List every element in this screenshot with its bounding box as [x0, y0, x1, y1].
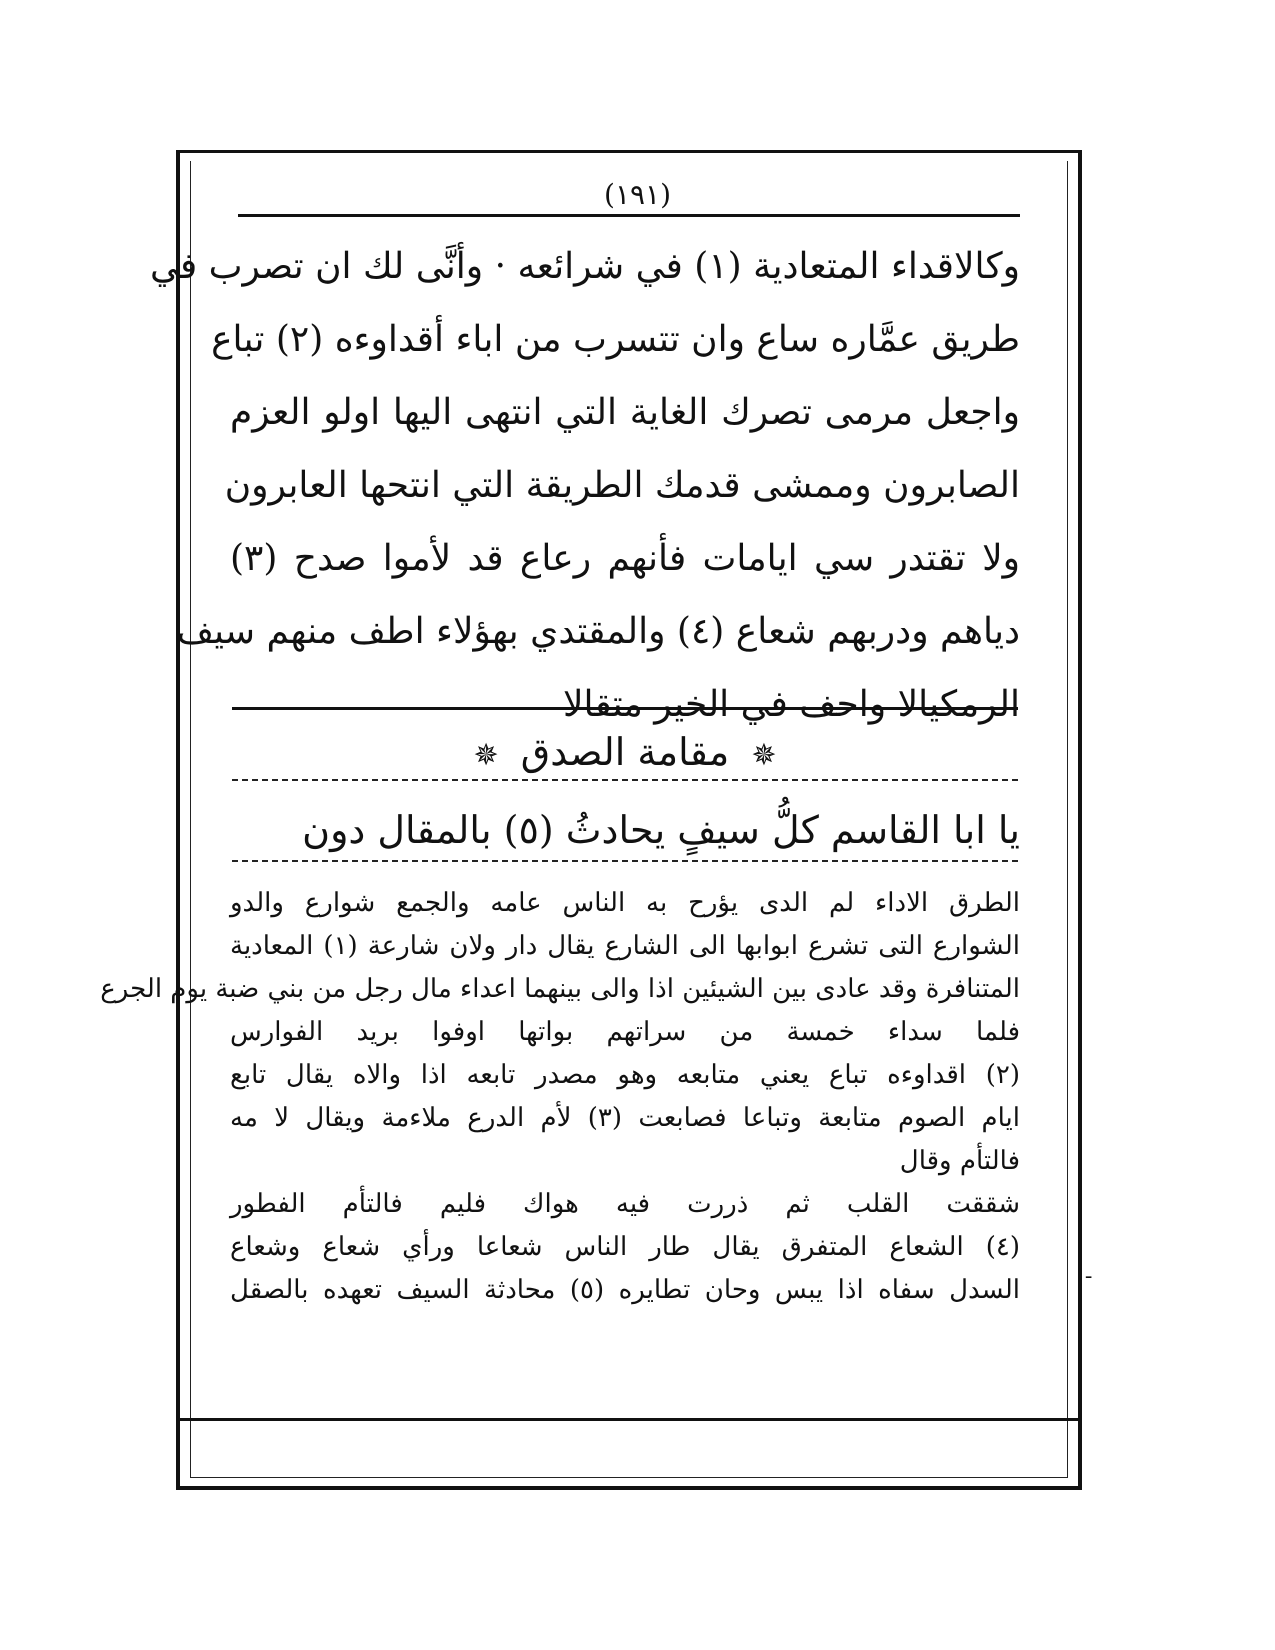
footnote-line: فالتأم وقال	[899, 1146, 1020, 1176]
top-rule	[188, 150, 1073, 153]
footnote-line: شققت القلب ثم ذررت فيه هواك فليم فالتأم الفطور	[230, 1189, 1020, 1219]
header-rule	[238, 214, 1020, 217]
footnote-line: السدل سفاه اذا يبس وحان تطايره (٥) محادثة السيف تعهده بالصقل	[230, 1275, 1020, 1305]
footnote-line: فلما سداء خمسة من سراتهم بواتها اوفوا بريد الفوارس	[230, 1017, 1020, 1047]
verse-bottom-rule	[232, 860, 1018, 862]
footnote-line: ايام الصوم متابعة وتباعا فصابعت (٣) لأم الدرع ملاءمة ويقال لا مه	[230, 1103, 1020, 1133]
footnote-line: (٤) الشعاع المتفرق يقال طار الناس شعاعا ورأي شعاع وشعاع	[230, 1232, 1020, 1262]
footnote-line: (٢) اقداوءه تباع يعني متابعه وهو مصدر تابعه اذا والاه يقال تابع	[230, 1060, 1020, 1090]
main-text-line: طريق عمَّاره ساع وان تتسرب من اباء أقداوءه (٢) تباع	[211, 319, 1020, 360]
section-heading-row	[230, 722, 1020, 786]
ornament-icon: ✵	[751, 737, 777, 773]
margin-mark: ـ	[1086, 1262, 1092, 1283]
main-text-line: الصابرون وممشى قدمك الطريقة التي انتحها العابرون	[224, 465, 1020, 506]
main-text-line: الرمكيالا واحف في الخير متقالا	[562, 684, 1020, 725]
page-number: (١٩١)	[604, 178, 671, 211]
main-text	[149, 230, 1020, 741]
verse-line: يا ابا القاسم كلُّ سيفٍ يحادثُ (٥) بالمقال دون	[302, 808, 1020, 852]
ornament-icon: ✵	[473, 737, 499, 773]
section-heading: مقامة الصدق	[520, 730, 730, 774]
footnote-line: المتنافرة وقد عادى بين الشيئين اذا والى بينهما اعداء مال رجل من بني ضبة يوم الجرع	[100, 974, 1020, 1004]
footnotes	[100, 882, 1020, 1312]
main-text-line: دياهم ودربهم شعاع (٤) والمقتدي بهؤلاء اطف منهم سيف	[176, 611, 1020, 652]
main-text-line: ولا تقتدر سي ايامات فأنهم رعاع قد لأموا صدح (٣)	[230, 538, 1020, 579]
bottom-rule	[176, 1418, 1082, 1421]
footnote-line: الطرق الاداء لم الدى يؤرح به الناس عامه والجمع شوارع والدو	[230, 888, 1020, 918]
main-text-line: وكالاقداء المتعادية (١) في شرائعه · وأنَّى لك ان تصرب في	[149, 246, 1020, 287]
footnote-line: الشوارع التى تشرع ابوابها الى الشارع يقال دار ولان شارعة (١) المعادية	[230, 931, 1020, 961]
main-text-line: واجعل مرمى تصرك الغاية التي انتهى اليها اولو العزم	[230, 392, 1020, 433]
